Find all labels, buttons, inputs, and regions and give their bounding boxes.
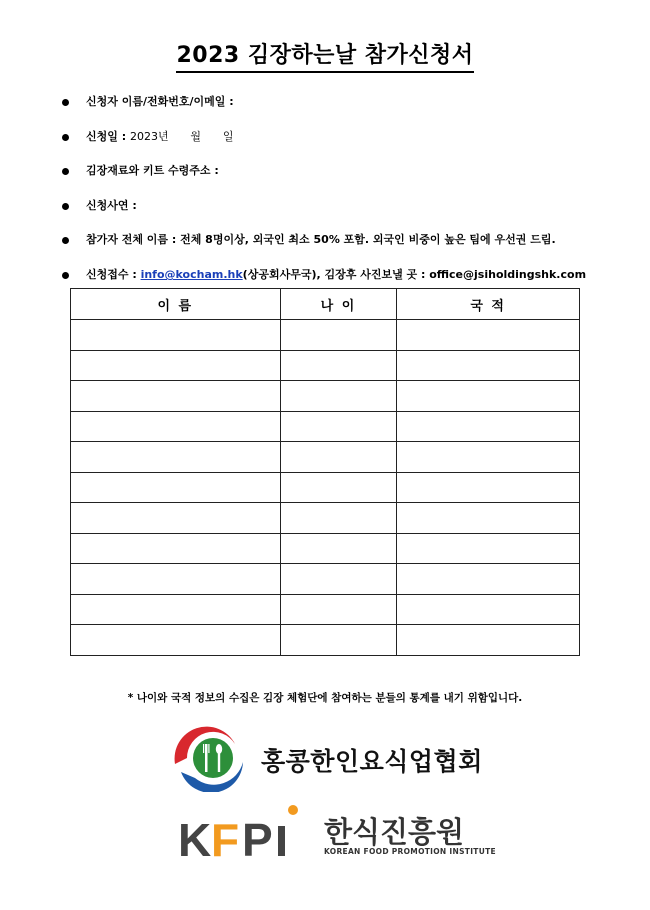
field-label: 신청사연 : [86,198,137,212]
nationality-cell[interactable] [397,594,580,625]
kfpi-letter-p: P [242,814,273,866]
name-cell[interactable] [71,594,281,625]
kfpi-wordmark-icon [178,804,318,866]
name-cell[interactable] [71,411,281,442]
table-row [71,411,580,442]
page-title: 2023 김장하는날 참가신청서 [0,38,650,73]
age-cell[interactable] [280,350,397,381]
kfpi-english-name: KOREAN FOOD PROMOTION INSTITUTE [324,847,496,856]
table-header-row [71,289,580,320]
submission-details: (상공회사무국), 김장후 사진보낼 곳 : office@jsiholdingshk.com [242,267,587,281]
table-row [71,320,580,351]
table-row [71,350,580,381]
table-row [71,472,580,503]
nationality-cell[interactable] [397,564,580,595]
field-label: 신청일 : [86,129,127,143]
submission-email-link[interactable]: info@kocham.hk [140,267,243,281]
header-nationality: 국 적 [397,289,580,320]
bullet-icon [62,168,69,175]
field-label: 신청자 이름/전화번호/이메일 : [86,95,234,108]
field-application-story [60,198,620,225]
nationality-cell[interactable] [397,411,580,442]
kfpi-letter-f: F [211,814,240,866]
age-cell[interactable] [280,381,397,412]
association-emblem-icon [165,722,255,792]
header-age: 나 이 [280,289,397,320]
table-row [71,533,580,564]
bullet-icon [62,99,69,106]
nationality-cell[interactable] [397,625,580,656]
name-cell[interactable] [71,533,281,564]
table-row [71,564,580,595]
age-cell[interactable] [280,564,397,595]
nationality-cell[interactable] [397,472,580,503]
kfpi-logo [178,796,496,866]
form-fields-list [60,94,620,302]
table-row [71,625,580,656]
name-cell[interactable] [71,350,281,381]
name-cell[interactable] [71,472,281,503]
field-label: 신청접수 : [86,267,137,281]
nationality-cell[interactable] [397,503,580,534]
age-cell[interactable] [280,503,397,534]
header-name: 이 름 [71,289,281,320]
table-row [71,442,580,473]
field-participant-names [60,232,620,259]
bullet-icon [62,203,69,210]
kfpi-korean-name: 한식진흥원 [324,815,465,849]
age-cell[interactable] [280,594,397,625]
age-cell[interactable] [280,472,397,503]
nationality-cell[interactable] [397,442,580,473]
nationality-cell[interactable] [397,320,580,351]
date-month: 월 [190,129,202,143]
age-cell[interactable] [280,411,397,442]
association-logo [165,722,485,792]
name-cell[interactable] [71,625,281,656]
name-cell[interactable] [71,564,281,595]
age-cell[interactable] [280,320,397,351]
field-kit-address [60,163,620,190]
nationality-cell[interactable] [397,533,580,564]
bullet-icon [62,237,69,244]
field-label: 참가자 전체 이름 : 전체 8명이상, 외국인 최소 50% 포함. 외국인 비중이 높은 팀에 우선권 드림. [86,233,556,247]
name-cell[interactable] [71,503,281,534]
association-name: 홍콩한인요식업협회 [261,747,483,776]
name-cell[interactable] [71,442,281,473]
bullet-icon [62,134,69,141]
date-year: 2023년 [129,129,169,143]
field-application-date [60,129,620,156]
field-label: 김장재료와 키트 수령주소 : [86,164,219,178]
age-cell[interactable] [280,625,397,656]
name-cell[interactable] [71,320,281,351]
field-applicant-info [60,94,620,121]
name-cell[interactable] [71,381,281,412]
table-row [71,381,580,412]
nationality-cell[interactable] [397,350,580,381]
participant-table [70,288,580,656]
nationality-cell[interactable] [397,381,580,412]
age-cell[interactable] [280,442,397,473]
table-row [71,594,580,625]
table-row [71,503,580,534]
bullet-icon [62,272,69,279]
kfpi-letter-k: K [178,814,212,866]
footnote: * 나이와 국적 정보의 수집은 김장 체험단에 참여하는 분들의 통계를 내기 위함입니다. [127,692,523,704]
date-day: 일 [222,129,234,143]
age-cell[interactable] [280,533,397,564]
